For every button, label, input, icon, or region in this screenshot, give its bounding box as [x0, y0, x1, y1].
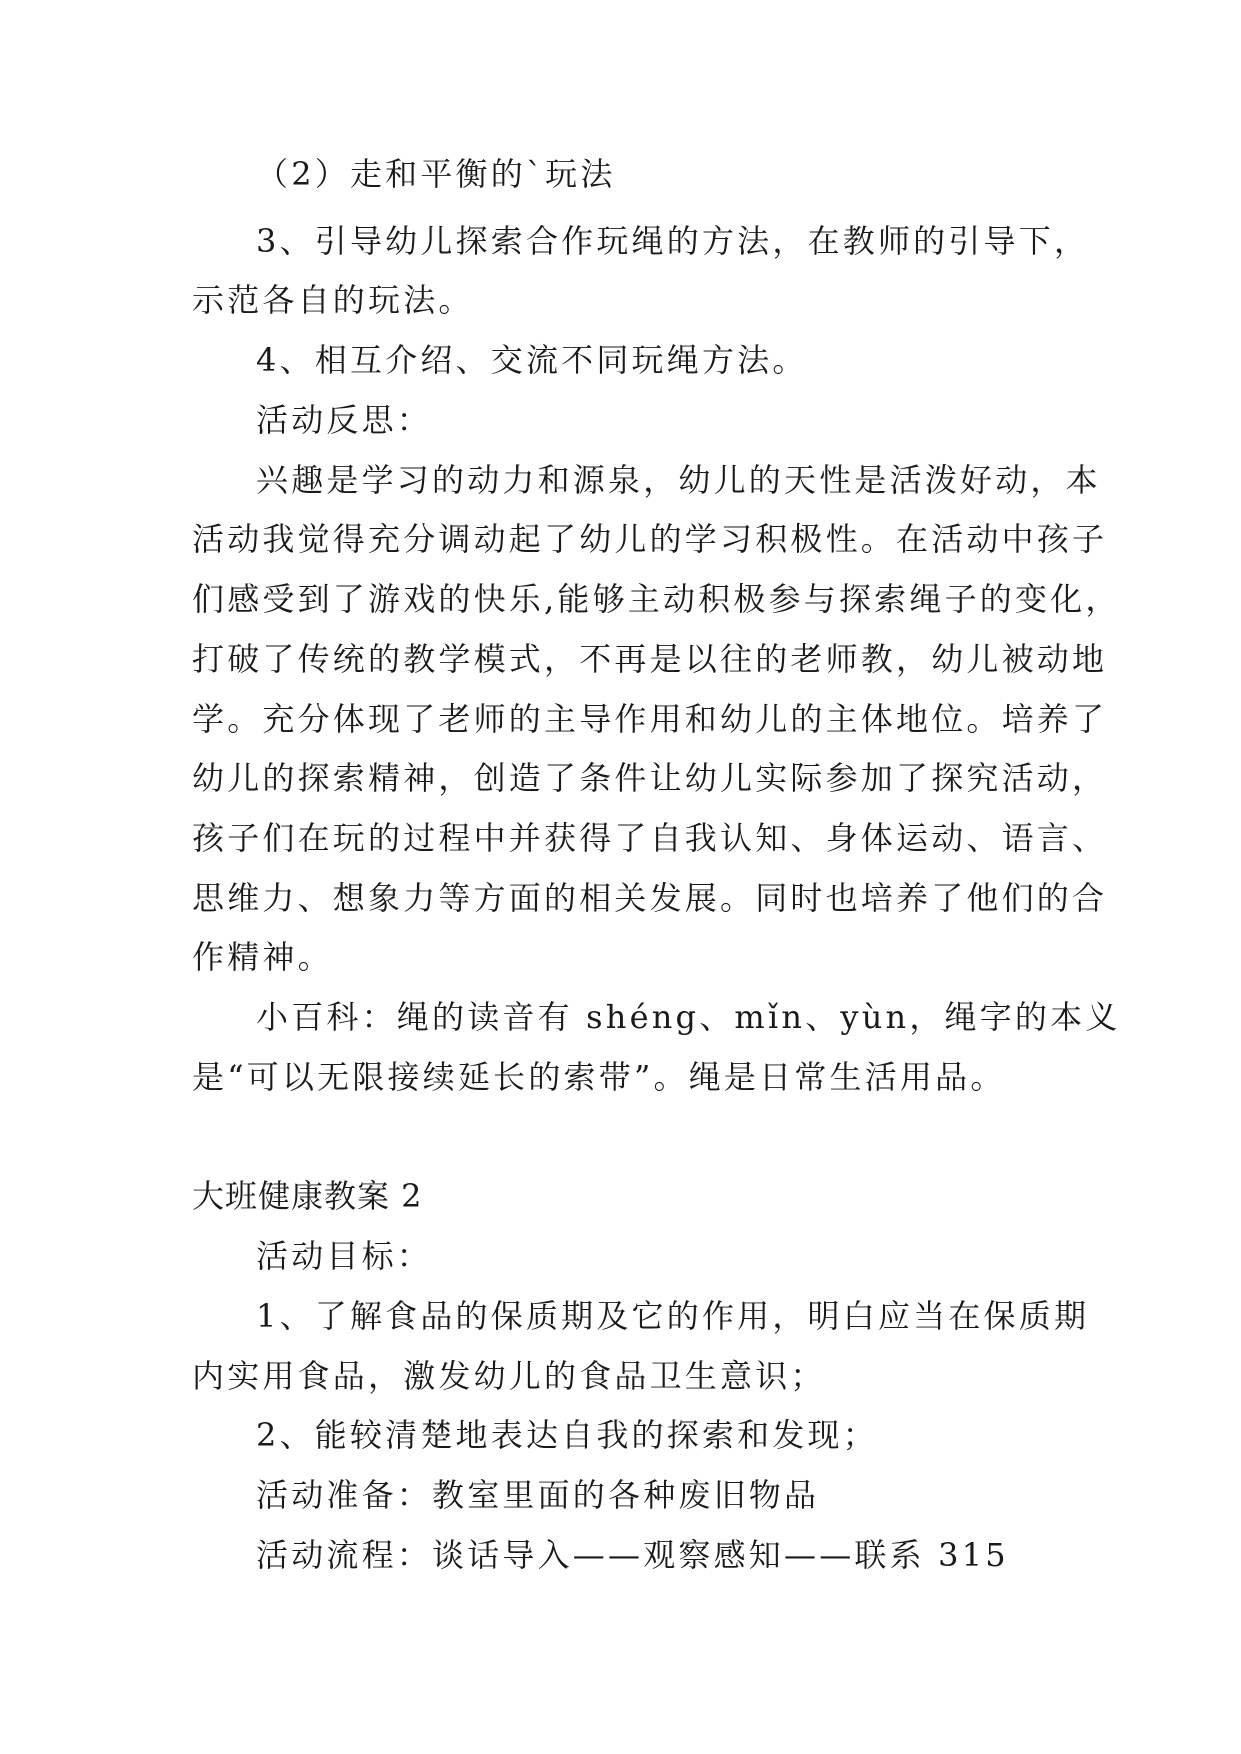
- process: 活动流程：谈话导入——观察感知——联系 315: [256, 1536, 1009, 1574]
- step3-line2: 示范各自的玩法。: [192, 281, 474, 319]
- encyclopedia-line1: 小百科：绳的读音有 shéng、mǐn、yùn，绳字的本义: [256, 998, 1121, 1036]
- reflection-line-1: 兴趣是学习的动力和源泉，幼儿的天性是活泼好动，本: [256, 461, 1101, 499]
- reflection-label: 活动反思：: [256, 401, 433, 439]
- reflection-line-8: 思维力、想象力等方面的相关发展。同时也培养了他们的合: [192, 879, 1108, 917]
- goals-label: 活动目标：: [256, 1237, 433, 1275]
- reflection-line-6: 幼儿的探索精神，创造了条件让幼儿实际参加了探究活动，: [192, 759, 1108, 797]
- goal2: 2、能较清楚地表达自我的探索和发现；: [256, 1416, 878, 1454]
- goal1-line2: 内实用食品，激发幼儿的食品卫生意识；: [192, 1357, 826, 1395]
- goal1-line1: 1、了解食品的保质期及它的作用，明白应当在保质期: [256, 1297, 1090, 1335]
- preparation: 活动准备：教室里面的各种废旧物品: [256, 1476, 820, 1514]
- reflection-line-7: 孩子们在玩的过程中并获得了自我认知、身体运动、语言、: [192, 819, 1108, 857]
- step4: 4、相互介绍、交流不同玩绳方法。: [256, 341, 808, 379]
- section-title: 大班健康教案 2: [192, 1177, 423, 1215]
- step3-line1: 3、引导幼儿探索合作玩绳的方法，在教师的引导下，: [256, 222, 1090, 260]
- reflection-line-2: 活动我觉得充分调动起了幼儿的学习积极性。在活动中孩子: [192, 520, 1108, 558]
- reflection-line-3: 们感受到了游戏的快乐,能够主动积极参与探索绳子的变化，: [192, 580, 1121, 618]
- item2-subpoint: （2）走和平衡的`玩法: [256, 155, 616, 193]
- reflection-line-4: 打破了传统的教学模式，不再是以往的老师教，幼儿被动地: [192, 640, 1108, 678]
- encyclopedia-line2: 是“可以无限接续延长的索带”。绳是日常生活用品。: [192, 1058, 1006, 1096]
- reflection-line-5: 学。充分体现了老师的主导作用和幼儿的主体地位。培养了: [192, 700, 1108, 738]
- reflection-line-9: 作精神。: [192, 938, 333, 976]
